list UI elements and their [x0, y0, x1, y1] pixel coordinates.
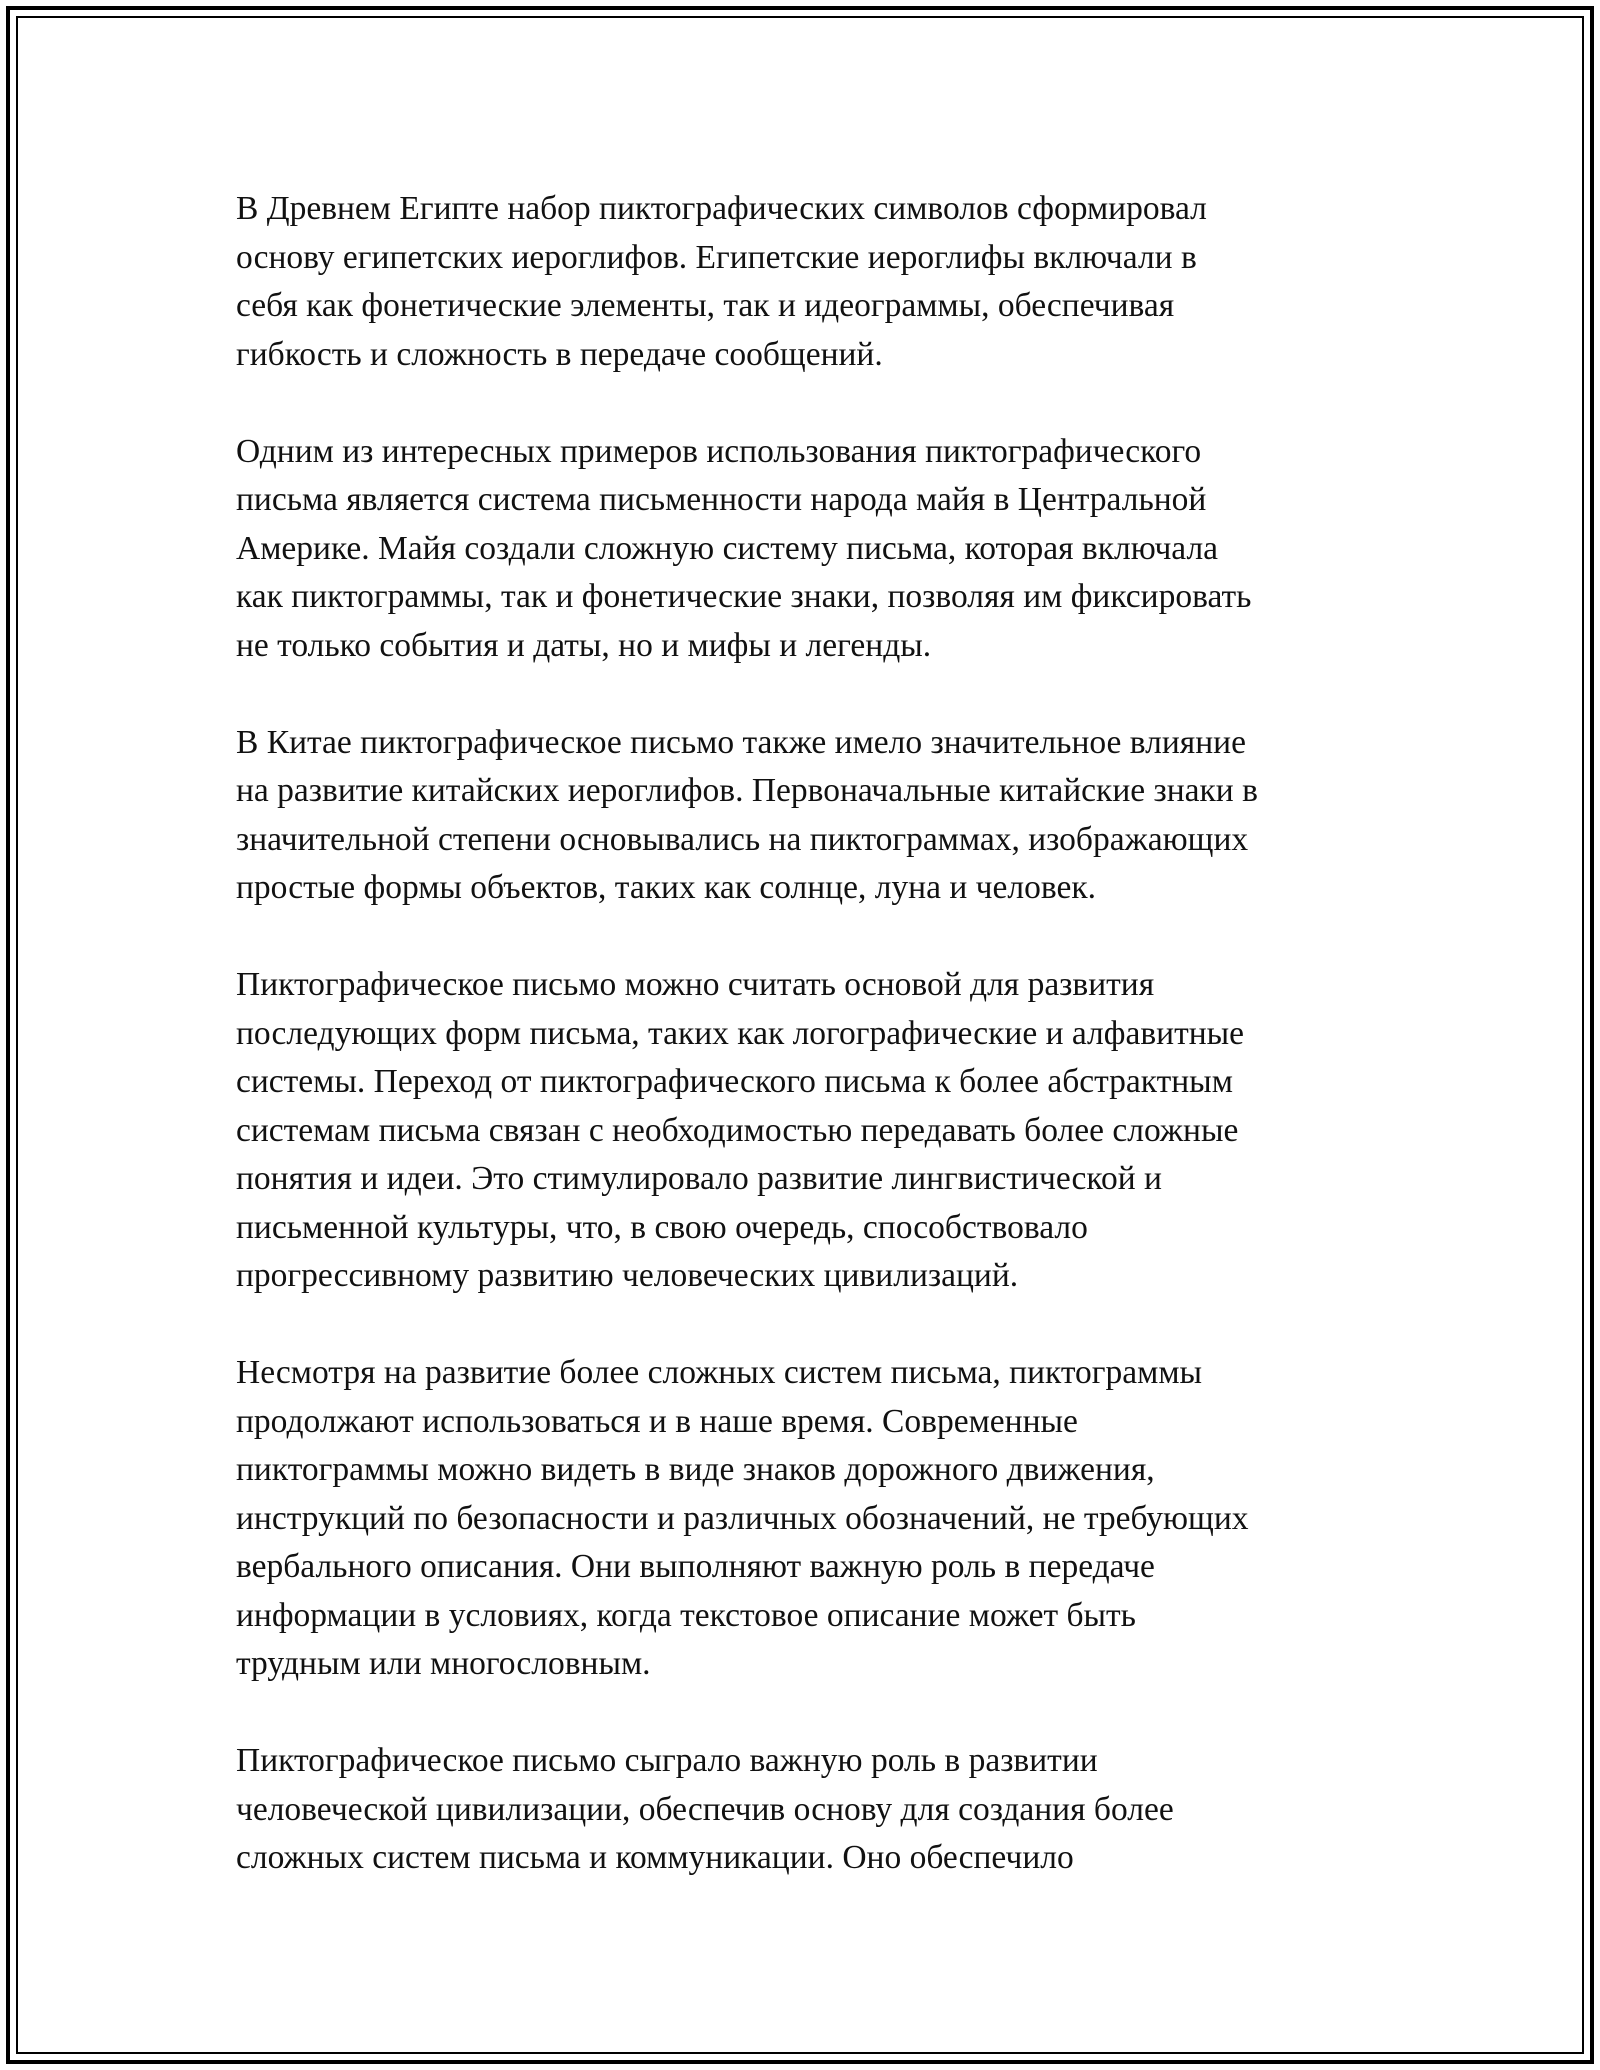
text-line: Несмотря на развитие более сложных систем письма, пиктограммы — [236, 1354, 1203, 1391]
text-line: гибкость и сложность в передаче сообщений. — [236, 335, 883, 373]
text-line: Пиктографическое письмо можно считать основой для развития — [236, 966, 1155, 1003]
paragraph-3 — [236, 719, 1436, 913]
text-line: прогрессивному развитию человеческих цивилизаций. — [236, 1257, 1019, 1294]
text-line: инструкций по безопасности и различных обозначений, не требующих — [236, 1499, 1249, 1537]
text-line: не только события и даты, но и мифы и легенды. — [236, 626, 932, 664]
paragraph-2 — [236, 428, 1436, 671]
paragraph-spacer — [236, 670, 1436, 719]
text-line: письма является система письменности народа майя в Центральной — [236, 481, 1207, 518]
document-body — [236, 185, 1436, 1883]
paragraph-spacer — [236, 913, 1436, 962]
text-line: понятия и идеи. Это стимулировало развитие лингвистической и — [236, 1160, 1162, 1197]
text-line: значительной степени основывались на пиктограммах, изображающих — [236, 820, 1249, 858]
paragraph-1 — [236, 185, 1436, 379]
paragraph-5 — [236, 1349, 1436, 1689]
text-line: человеческой цивилизации, обеспечив основу для создания более — [236, 1790, 1174, 1828]
text-line: системам письма связан с необходимостью передавать более сложные — [236, 1111, 1239, 1149]
text-line: на развитие китайских иероглифов. Первоначальные китайские знаки в — [236, 772, 1258, 809]
text-line: простые формы объектов, таких как солнце, луна и человек. — [236, 869, 1096, 906]
text-line: системы. Переход от пиктографического письма к более абстрактным — [236, 1063, 1233, 1100]
text-line: основу египетских иероглифов. Египетские иероглифы включали в — [236, 238, 1197, 276]
text-line: сложных систем письма и коммуникации. Оно обеспечило — [236, 1839, 1074, 1876]
paragraph-6 — [236, 1737, 1436, 1883]
paragraph-4 — [236, 961, 1436, 1301]
text-line: Америке. Майя создали сложную систему письма, которая включала — [236, 529, 1219, 567]
text-line: информации в условиях, когда текстовое описание может быть — [236, 1596, 1136, 1634]
text-line: трудным или многословным. — [236, 1645, 651, 1682]
text-line: В Древнем Египте набор пиктографических символов сформировал — [236, 190, 1207, 227]
text-line: Одним из интересных примеров использования пиктографического — [236, 432, 1202, 470]
text-line: продолжают использоваться и в наше время. Современные — [236, 1402, 1078, 1440]
paragraph-spacer — [236, 1689, 1436, 1738]
text-line: В Китае пиктографическое письмо также имело значительное влияние — [236, 723, 1246, 761]
text-line: вербального описания. Они выполняют важную роль в передаче — [236, 1548, 1155, 1585]
paragraph-spacer — [236, 379, 1436, 428]
text-line: себя как фонетические элементы, так и идеограммы, обеспечивая — [236, 287, 1175, 324]
text-line: Пиктографическое письмо сыграло важную роль в развитии — [236, 1742, 1098, 1779]
text-line: письменной культуры, что, в свою очередь, способствовало — [236, 1208, 1088, 1246]
text-line: пиктограммы можно видеть в виде знаков дорожного движения, — [236, 1451, 1155, 1488]
text-line: как пиктограммы, так и фонетические знаки, позволяя им фиксировать — [236, 578, 1252, 615]
text-line: последующих форм письма, таких как логографические и алфавитные — [236, 1014, 1245, 1052]
paragraph-spacer — [236, 1301, 1436, 1350]
